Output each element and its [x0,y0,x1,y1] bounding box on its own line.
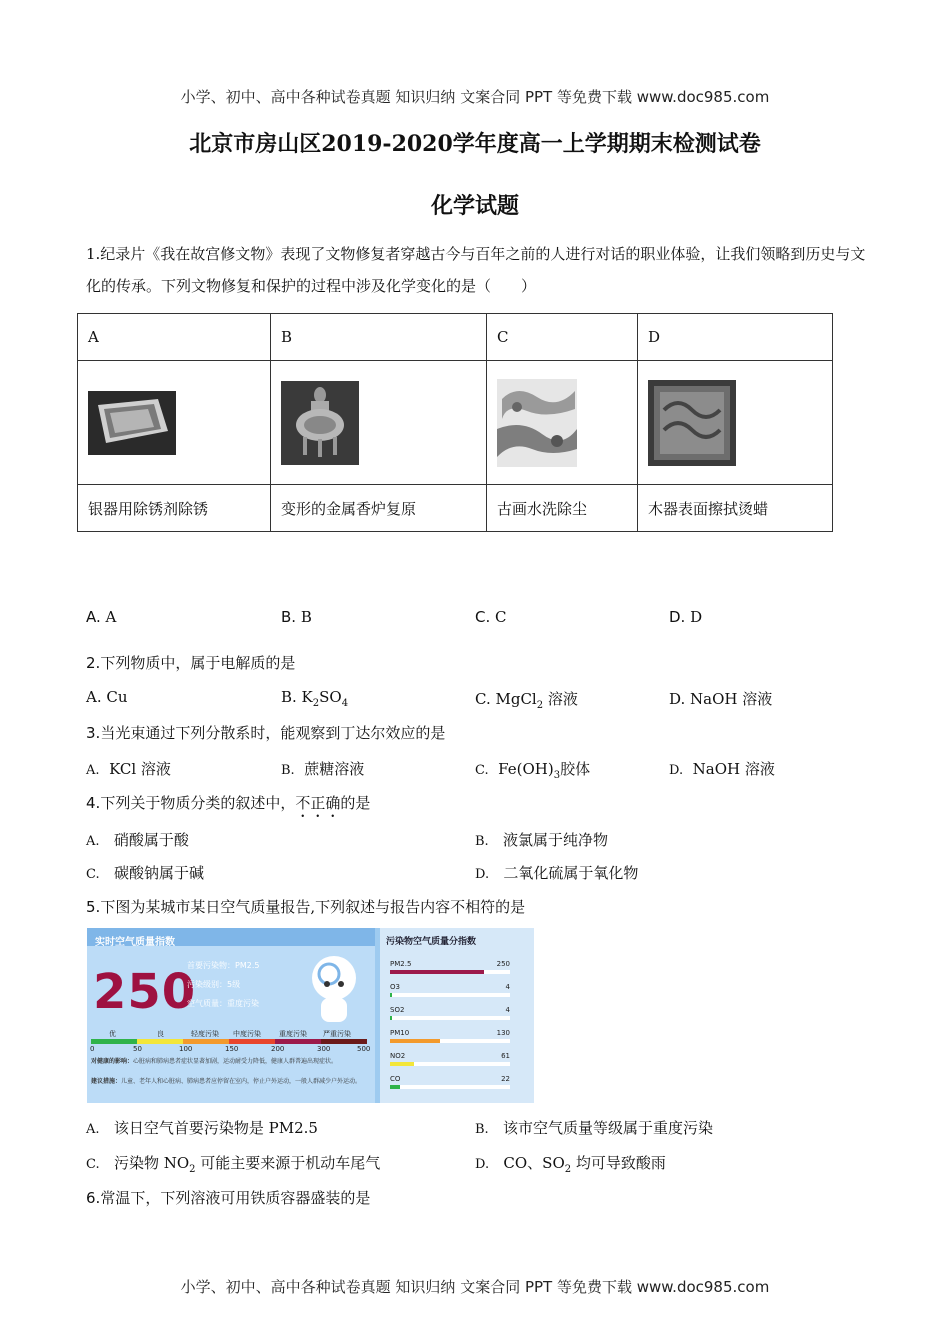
aqi-left-title: 实时空气质量指数 [95,937,175,948]
table-header-a: A [78,314,271,361]
aqi-value: 250 [93,964,197,1020]
question-1-text: 1.纪录片《我在故宫修文物》表现了文物修复者穿越古今与百年之前的人进行对话的职业体验，让我们领略到历史与文化的传承。下列文物修复和保护的过程中涉及化学变化的是（ ） [86,245,866,295]
aqi-level: 污染级别：5级 [187,980,241,989]
q4-option-b: B. 液氯属于纯净物 [475,831,609,849]
q4-option-c: C. 碳酸钠属于碱 [86,864,204,882]
aqi-quality: 空气质量：重度污染 [187,999,259,1008]
scale-200: 200 [271,1045,285,1053]
question-2-text: 2.下列物质中，属于电解质的是 [86,654,296,672]
q5-option-c: C. 污染物 $NO_2$ 可能主要来源于机动车尾气 [86,1154,381,1175]
q5-option-a: A. 该日空气首要污染物是 PM2.5 [86,1119,318,1137]
emphasis-not-correct: 不正确 [295,794,341,812]
ancient-painting-image [497,379,577,467]
pollutant-index-panel [380,928,534,1103]
level-bar-5 [321,1039,367,1044]
q3-option-d: D. NaOH 溶液 [669,760,775,778]
scale-50: 50 [133,1045,142,1053]
q2-option-d: D. NaOH 溶液 [669,690,773,708]
pollutant-bar [390,1016,392,1020]
scale-500: 500 [357,1045,371,1053]
table-caption-a: 银器用除锈剂除锈 [78,485,271,532]
q5-option-b: B. 该市空气质量等级属于重度污染 [475,1119,714,1137]
incense-burner-image [281,381,359,465]
table-image-cell-d [638,361,833,485]
level-label-0: 优 [109,1030,116,1038]
table-caption-d: 木器表面擦拭烫蜡 [638,485,833,532]
level-bar-3 [229,1039,275,1044]
q1-option-a: A. A [86,608,117,626]
pollutant-row: PM10 130 [390,1029,510,1037]
health-advice: 建议措施：儿童、老年人和心脏病、肺病患者应停留在室内，停止户外运动，一般人群减少户外运动。 [91,1078,362,1085]
mascot-icon [299,948,369,1028]
pollutant-row: SO2 4 [390,1006,510,1014]
question-4-text: 4.下列关于物质分类的叙述中，不正确的是 [86,794,371,812]
pollutant-panel-title: 污染物空气质量分指数 [386,937,477,947]
table-image-cell-a [78,361,271,485]
q1-option-d: D. D [669,608,703,626]
level-label-5: 严重污染 [323,1030,351,1038]
aqi-primary: 首要污染物：PM2.5 [187,961,260,970]
health-effect: 对健康的影响：心脏病和肺病患者症状显著加剧，运动耐受力降低，健康人群普遍出现症状。 [91,1058,338,1065]
scale-100: 100 [179,1045,193,1053]
silver-box-image [88,391,176,455]
level-label-1: 良 [157,1030,164,1038]
q1-option-c: C. C [475,608,507,626]
q3-option-a: A. KCl 溶液 [86,760,171,778]
table-caption-c: 古画水洗除尘 [487,485,638,532]
page-header: 小学、初中、高中各种试卷真题 知识归纳 文案合同 PPT 等免费下载 www.doc985.com [180,88,770,106]
q1-option-b: B. B [281,608,312,626]
exam-title: 北京市房山区2019-2020学年度高一上学期期末检测试卷 [189,131,761,157]
exam-subtitle: 化学试题 [430,193,519,219]
table-header-b: B [271,314,487,361]
pollutant-bar [390,1062,414,1066]
table-image-cell-c [487,361,638,485]
q2-option-c: C. MgCl$_2$ 溶液 [475,690,578,711]
table-header-d: D [638,314,833,361]
scale-150: 150 [225,1045,239,1053]
question-6-text: 6.常温下，下列溶液可用铁质容器盛装的是 [86,1189,371,1207]
level-bar-2 [183,1039,229,1044]
level-label-2: 轻度污染 [191,1030,219,1038]
question-3-text: 3.当光束通过下列分散系时，能观察到丁达尔效应的是 [86,724,446,742]
level-label-3: 中度污染 [233,1030,261,1038]
pollutant-row: NO2 61 [390,1052,510,1060]
page-footer: 小学、初中、高中各种试卷真题 知识归纳 文案合同 PPT 等免费下载 www.doc985.com [180,1278,770,1296]
pollutant-bar [390,1085,400,1089]
table-caption-b: 变形的金属香炉复原 [271,485,487,532]
level-label-4: 重度污染 [279,1030,307,1038]
q5-option-d: D. CO、$SO_2$ 均可导致酸雨 [475,1154,666,1175]
level-bar-0 [91,1039,137,1044]
level-bar-1 [137,1039,183,1044]
pollutant-bar [390,993,392,997]
q2-option-b: B. $K_2SO_4$ [281,688,349,709]
scale-300: 300 [317,1045,331,1053]
pollutant-bar [390,970,484,974]
pollutant-row: CO 22 [390,1075,510,1083]
level-bar-4 [275,1039,321,1044]
pollutant-row: O3 4 [390,983,510,991]
pollutant-row: PM2.5 250 [390,960,510,968]
q4-option-a: A. 硝酸属于酸 [86,831,189,849]
question-5-text: 5.下图为某城市某日空气质量报告,下列叙述与报告内容不相符的是 [86,898,526,916]
scale-0: 0 [90,1045,95,1053]
wood-carving-image [648,380,736,466]
air-quality-report-image [87,928,534,1103]
question-1-table [77,313,833,532]
aqi-left-panel [87,928,375,1103]
q2-option-a: A. Cu [86,688,128,706]
q3-option-b: B. 蔗糖溶液 [281,760,365,778]
pollutant-bar [390,1039,440,1043]
q4-option-d: D. 二氧化硫属于氧化物 [475,864,639,882]
q3-option-c: C. $Fe(OH)_3$胶体 [475,760,591,781]
table-header-c: C [487,314,638,361]
table-image-cell-b [271,361,487,485]
